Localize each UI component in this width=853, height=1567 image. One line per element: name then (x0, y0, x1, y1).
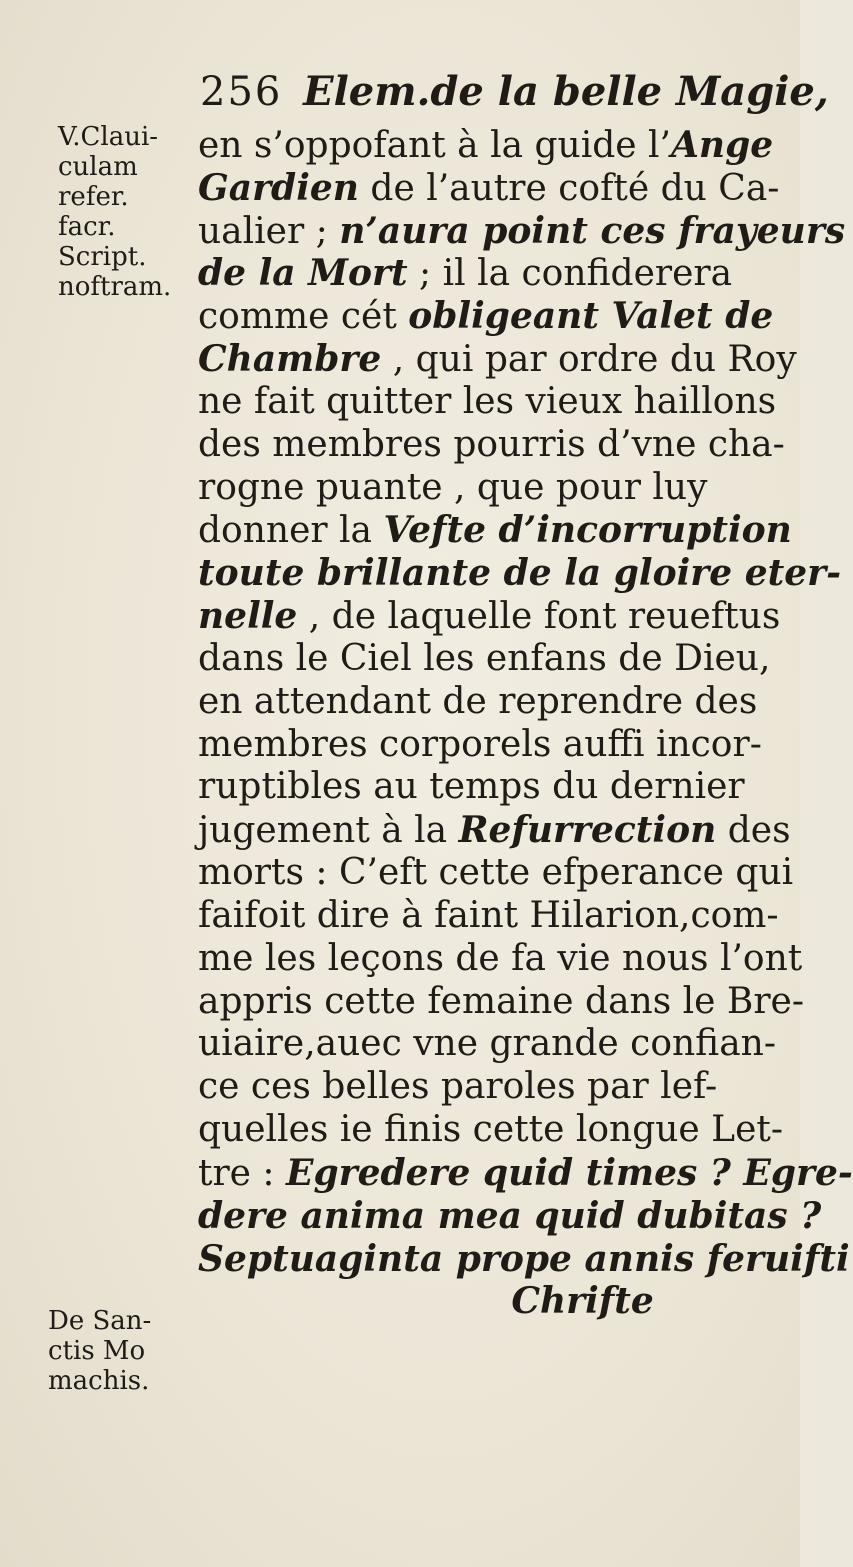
margin-note-bottom (48, 1306, 151, 1396)
italic-run: Egredere quid times ? Egre- (286, 1151, 853, 1194)
italic-run: Ange (671, 124, 774, 166)
margin-note-line: De San- (48, 1306, 152, 1336)
italic-run: obligeant Valet de (408, 295, 774, 338)
text-run: des (716, 810, 791, 852)
italic-run: dere anima mea quid dubitas ? (198, 1194, 822, 1237)
text-line (198, 1066, 788, 1109)
text-run: ne fait quitter les vieux haillons (198, 380, 777, 422)
italic-run: Chambre (198, 338, 382, 381)
italic-run: Septuaginta prope annis feruifti (198, 1237, 850, 1280)
body-text (198, 124, 853, 1323)
text-line (198, 252, 788, 295)
text-line (198, 638, 788, 681)
text-run: rogne puante , que pour luy (198, 466, 708, 508)
italic-run: Refurrection (458, 809, 717, 852)
text-line (198, 1023, 788, 1066)
text-line (198, 1280, 788, 1323)
margin-note-line: refer. (58, 182, 129, 212)
text-line (198, 209, 846, 253)
margin-note-line: noftram. (58, 272, 172, 302)
text-run: ; il la confiderera (407, 253, 733, 295)
page-header (200, 64, 829, 120)
margin-note-line: facr. (58, 212, 116, 242)
text-line (198, 1237, 850, 1281)
italic-run: toute brillante de la gloire eter- (198, 552, 842, 595)
text-line (198, 852, 794, 895)
margin-note-top (58, 122, 171, 302)
italic-run: n’aura point ces frayeurs (339, 209, 846, 252)
text-line (198, 895, 788, 938)
text-line (198, 424, 788, 467)
text-line (198, 766, 788, 809)
text-run: quelles ie finis cette longue Let- (198, 1109, 784, 1151)
italic-run: Chrifte (198, 1280, 654, 1323)
text-line (198, 1151, 853, 1195)
italic-run: nelle (198, 595, 298, 638)
italic-run: Vefte d’incorruption (383, 509, 792, 552)
text-run: dans le Ciel les enfans de Dieu, (198, 637, 771, 679)
text-run: des membres pourris d’vne cha- (198, 423, 785, 465)
margin-note-line: ctis Mo (48, 1336, 146, 1366)
text-line (198, 509, 792, 552)
text-run: morts : C’eft cette efperance qui (198, 852, 794, 894)
text-run: de l’autre cofté du Ca- (358, 167, 780, 209)
text-run: faifoit dire à faint Hilarion,com- (198, 894, 779, 936)
italic-run: Gardien (198, 166, 359, 209)
margin-note-line: culam (58, 152, 138, 182)
page-number: 256 (200, 69, 283, 115)
text-line (198, 381, 788, 424)
text-run: membres corporels auffi incor- (198, 723, 762, 765)
text-line (198, 1194, 822, 1238)
text-line (198, 724, 788, 767)
text-line (198, 338, 797, 381)
text-line (198, 467, 788, 510)
text-run: me les leçons de fa vie nous l’ont (198, 937, 803, 979)
text-line (198, 295, 788, 338)
margin-note-line: machis. (48, 1366, 150, 1396)
text-run: ce ces belles paroles par lef- (198, 1066, 718, 1108)
text-line (198, 1109, 788, 1152)
text-run: , qui par ordre du Roy (381, 339, 797, 381)
text-line (198, 167, 788, 210)
text-run: ualier ; (198, 210, 340, 252)
text-line (198, 809, 791, 852)
italic-run: de la Mort (198, 252, 408, 295)
text-run: , de laquelle font reueftus (297, 596, 781, 638)
text-run: uiaire,auec vne grande confian- (198, 1023, 777, 1065)
text-run: en attendant de reprendre des (198, 680, 758, 722)
margin-note-line: Script. (58, 242, 147, 272)
text-line (198, 937, 803, 981)
text-line (198, 124, 788, 167)
text-run: comme cét (198, 296, 409, 338)
text-line (198, 595, 788, 638)
text-line (198, 980, 805, 1024)
running-title: Elem.de la belle Magie, (303, 68, 829, 115)
text-run: en s’oppofant à la guide l’ (198, 125, 671, 166)
margin-note-line: V.Claui- (58, 122, 159, 152)
text-run: tre : (198, 1152, 286, 1194)
text-run: donner la (198, 510, 384, 552)
text-run: jugement à la (198, 810, 459, 852)
text-run: appris cette femaine dans le Bre- (198, 980, 805, 1022)
text-line (198, 552, 842, 595)
text-line (198, 681, 788, 724)
text-run: ruptibles au temps du dernier (198, 766, 745, 808)
